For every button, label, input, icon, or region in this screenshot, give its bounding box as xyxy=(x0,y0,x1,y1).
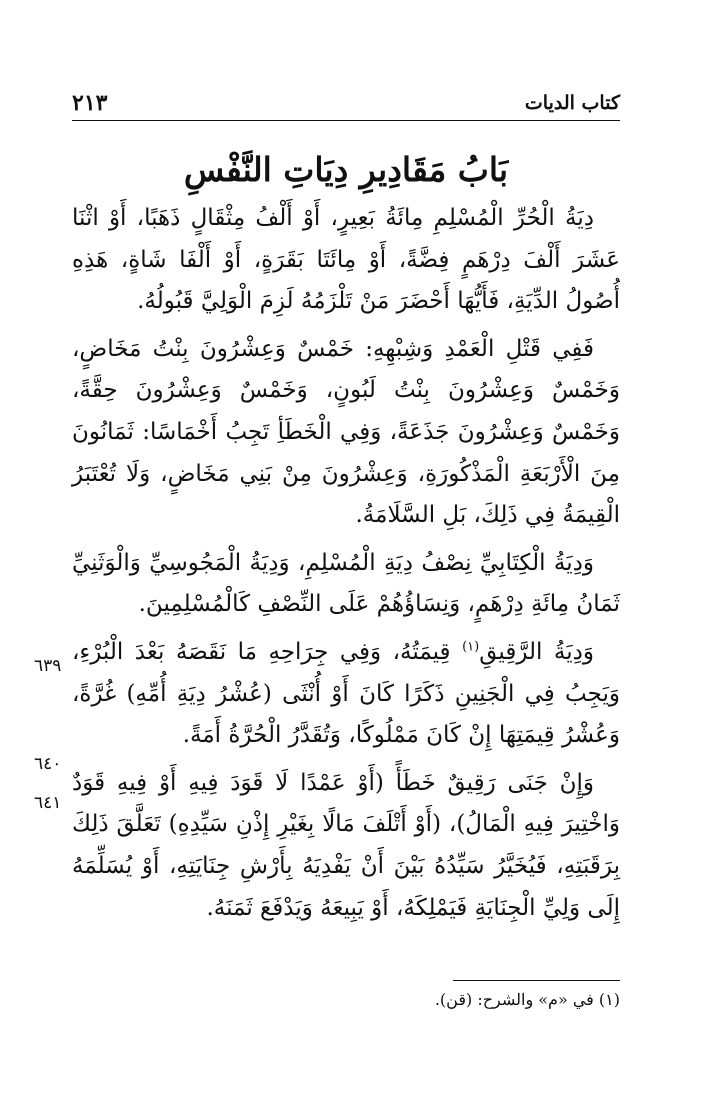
footnote-reference: (١) xyxy=(462,639,480,655)
footnote: (١) في «م» والشرح: (قن). xyxy=(434,990,620,1009)
paragraph-4-rest: قِيمَتُهُ، وَفِي جِرَاحِهِ مَا نَقَصَهُ بَعْدَ الْبُرْءِ، وَيَجِبُ فِي الْجَنِينِ ذَكَرًا كَانَ أَوْ أُنْثَى (عُشْرُ دِيَةِ أُمِّهِ) غُرَّةً، وَعُشْرُ قِيمَتِهَا إِنْ كَانَ مَمْلُوكًا، وَتُقَدَّرُ الْحُرَّةُ أَمَةً. xyxy=(72,638,620,749)
paragraph-1: دِيَةُ الْحُرِّ الْمُسْلِمِ مِائَةُ بَعِيرٍ، أَوْ أَلْفُ مِثْقَالٍ ذَهَبًا، أَوْ اثْنَا عَشَرَ أَلْفَ دِرْهَمٍ فِضَّةً، أَوْ مِائَتَا بَقَرَةٍ، أَوْ أَلْفَا شَاةٍ، هَذِهِ أُصُولُ الدِّيَةِ، فَأَيُّهَا أَحْضَرَ مَنْ تَلْزَمُهُ لَزِمَ الْوَلِيَّ قَبُولُهُ. xyxy=(72,205,620,315)
page-header xyxy=(72,88,620,116)
paragraph-5: وَإِنْ جَنَى رَقِيقٌ خَطَأً (أَوْ عَمْدًا لَا قَوَدَ فِيهِ أَوْ فِيهِ قَوَدٌ وَاخْتِيرَ فِيهِ الْمَالُ)، (أَوْ أَتْلَفَ مَالًا بِغَيْرِ إِذْنِ سَيِّدِهِ) تَعَلَّقَ ذَلِكَ بِرَقَبَتِهِ، فَيُخَيَّرُ سَيِّدُهُ بَيْنَ أَنْ يَفْدِيَهُ بِأَرْشِ جِنَايَتِهِ، أَوْ يُسَلِّمَهُ إِلَى وَلِيِّ الْجِنَايَةِ فَيَمْلِكَهُ، أَوْ يَبِيعَهُ وَيَدْفَعَ ثَمَنَهُ. xyxy=(72,769,620,921)
header-rule xyxy=(72,120,620,121)
paragraph-3: وَدِيَةُ الْكِتَابِيِّ نِصْفُ دِيَةِ الْمُسْلِمِ، وَدِيَةُ الْمَجُوسِيِّ وَالْوَثَنِيِّ ثَمَانُ مِائَةِ دِرْهَمٍ، وَنِسَاؤُهُمْ عَلَى النِّصْفِ كَالْمُسْلِمِينَ. xyxy=(72,549,620,618)
paragraph-2: فَفِي قَتْلِ الْعَمْدِ وَشِبْهِهِ: خَمْسٌ وَعِشْرُونَ بِنْتُ مَخَاضٍ، وَخَمْسٌ وَعِشْرُونَ بِنْتُ لَبُونٍ، وَخَمْسٌ وَعِشْرُونَ حِقَّةً، وَخَمْسٌ وَعِشْرُونَ جَذَعَةً، وَفِي الْخَطَأِ تَجِبُ أَخْمَاسًا: ثَمَانُونَ مِنَ الْأَرْبَعَةِ الْمَذْكُورَةِ، وَعِشْرُونَ مِنْ بَنِي مَخَاضٍ، وَلَا تُعْتَبَرُ الْقِيمَةُ فِي ذَلِكَ، بَلِ السَّلَامَةُ. xyxy=(72,335,620,529)
margin-number: ٦٤١ xyxy=(34,793,62,813)
running-title: كتاب الديات xyxy=(524,92,620,114)
margin-number: ٦٤٠ xyxy=(34,754,62,774)
paragraph-4-start: وَدِيَةُ الرَّقِيقِ xyxy=(479,638,595,665)
chapter-title: بَابُ مَقَادِيرِ دِيَاتِ النَّفْسِ xyxy=(183,150,509,189)
paragraph-4 xyxy=(72,632,620,757)
body-text xyxy=(72,198,620,929)
page-number: ٢١٣ xyxy=(72,90,108,116)
footnote-rule xyxy=(453,980,620,981)
margin-number: ٦٣٩ xyxy=(34,656,62,676)
